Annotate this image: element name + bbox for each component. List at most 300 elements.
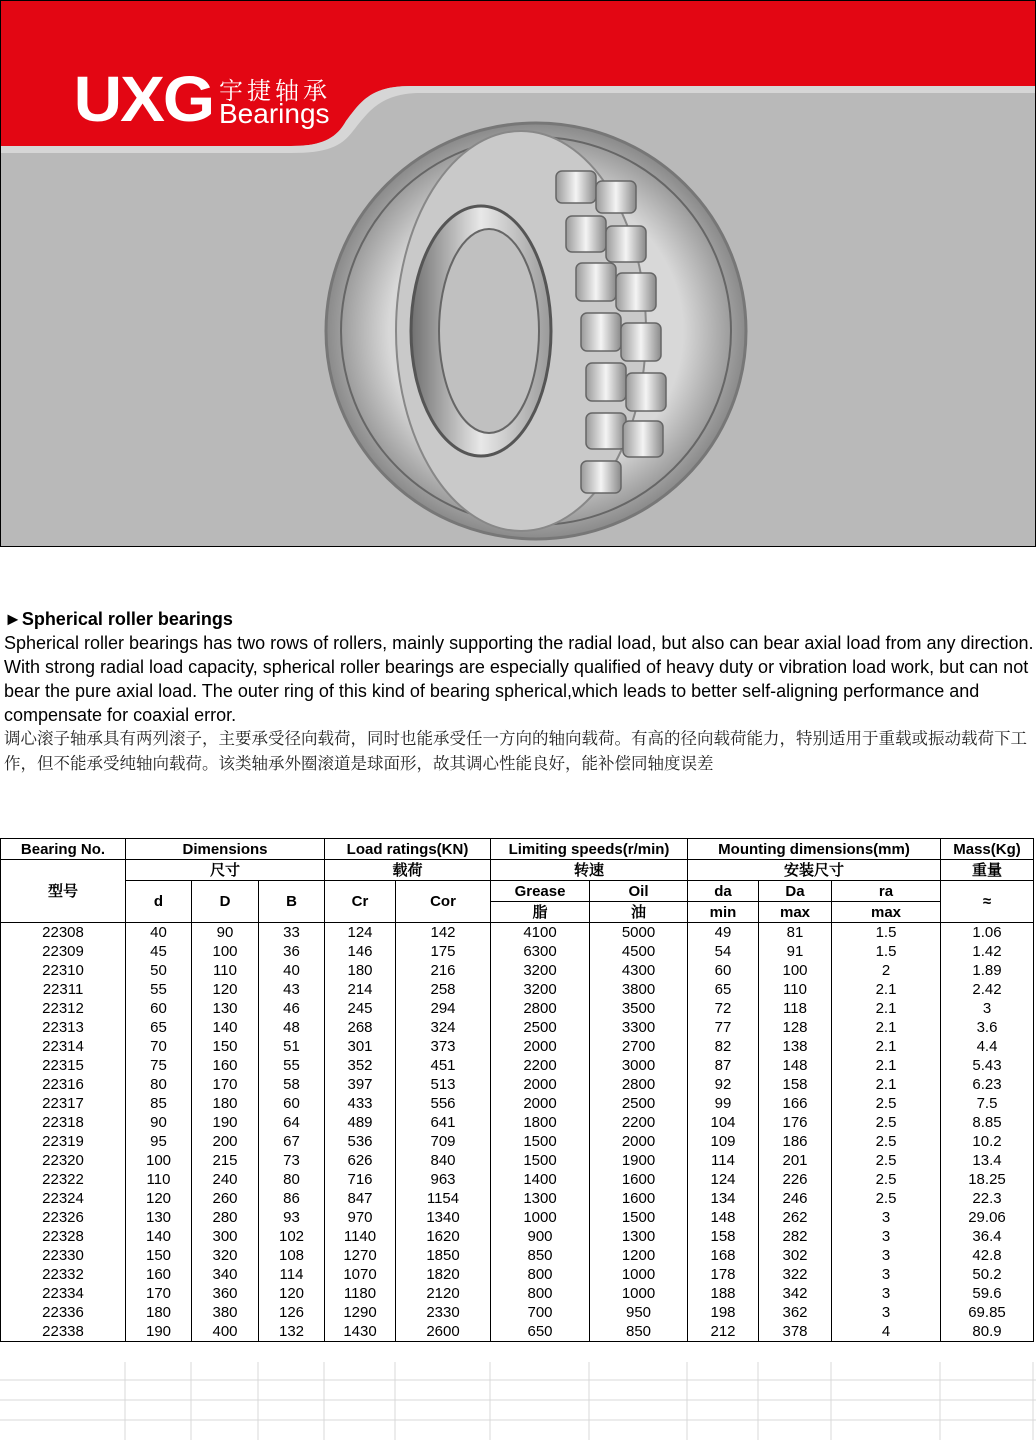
table-cell: 641 <box>396 1113 491 1132</box>
table-cell: 2.1 <box>832 1037 941 1056</box>
table-cell: 2.5 <box>832 1113 941 1132</box>
table-cell: 22330 <box>1 1246 126 1265</box>
table-cell: 80 <box>259 1170 325 1189</box>
table-cell: 22334 <box>1 1284 126 1303</box>
table-cell: 190 <box>192 1113 259 1132</box>
table-cell: 22314 <box>1 1037 126 1056</box>
table-cell: 1.89 <box>941 961 1034 980</box>
table-cell: 300 <box>192 1227 259 1246</box>
table-cell: 650 <box>491 1322 590 1342</box>
table-cell: 146 <box>325 942 396 961</box>
col-grease: Grease <box>491 881 590 902</box>
table-cell: 3 <box>941 999 1034 1018</box>
table-cell: 4 <box>832 1322 941 1342</box>
table-cell: 201 <box>759 1151 832 1170</box>
table-cell: 2800 <box>590 1075 688 1094</box>
table-row <box>1 961 1034 980</box>
table-cell: 3500 <box>590 999 688 1018</box>
table-cell: 1200 <box>590 1246 688 1265</box>
table-cell: 160 <box>126 1265 192 1284</box>
table-cell: 1900 <box>590 1151 688 1170</box>
col-Da-max: max <box>759 902 832 923</box>
table-cell: 2500 <box>491 1018 590 1037</box>
table-cell: 4100 <box>491 923 590 943</box>
table-cell: 6300 <box>491 942 590 961</box>
table-cell: 489 <box>325 1113 396 1132</box>
table-cell: 55 <box>126 980 192 999</box>
table-cell: 1850 <box>396 1246 491 1265</box>
table-cell: 142 <box>396 923 491 943</box>
table-cell: 59.6 <box>941 1284 1034 1303</box>
table-cell: 22322 <box>1 1170 126 1189</box>
table-cell: 1070 <box>325 1265 396 1284</box>
table-cell: 60 <box>126 999 192 1018</box>
table-cell: 22308 <box>1 923 126 943</box>
table-cell: 100 <box>126 1151 192 1170</box>
table-cell: 2120 <box>396 1284 491 1303</box>
description-en: Spherical roller bearings has two rows of rollers, mainly supporting the radial load, but also can bear axial load from any direction. With strong radial load capacity, spherical roller bearings are especially qualified of heavy duty or vibration load work, but can not bear the pure axial load. The outer ring of this kind of bearing spherical,which leads to better self-aligning performance and compensate for coaxial error. <box>4 633 1034 725</box>
table-cell: 6.23 <box>941 1075 1034 1094</box>
table-cell: 216 <box>396 961 491 980</box>
table-cell: 22312 <box>1 999 126 1018</box>
table-cell: 85 <box>126 1094 192 1113</box>
col-grease-cn: 脂 <box>491 902 590 923</box>
table-cell: 188 <box>688 1284 759 1303</box>
table-cell: 342 <box>759 1284 832 1303</box>
table-row <box>1 1094 1034 1113</box>
table-cell: 2.5 <box>832 1094 941 1113</box>
table-cell: 95 <box>126 1132 192 1151</box>
table-cell: 322 <box>759 1265 832 1284</box>
table-cell: 158 <box>688 1227 759 1246</box>
table-row <box>1 1037 1034 1056</box>
table-cell: 1400 <box>491 1170 590 1189</box>
table-cell: 268 <box>325 1018 396 1037</box>
table-row <box>1 923 1034 943</box>
table-cell: 850 <box>590 1322 688 1342</box>
table-cell: 72 <box>688 999 759 1018</box>
col-Cr: Cr <box>325 881 396 923</box>
table-row <box>1 1246 1034 1265</box>
table-cell: 90 <box>192 923 259 943</box>
table-cell: 126 <box>259 1303 325 1322</box>
table-cell: 700 <box>491 1303 590 1322</box>
table-cell: 950 <box>590 1303 688 1322</box>
col-ra: ra <box>832 881 941 902</box>
table-cell: 963 <box>396 1170 491 1189</box>
table-cell: 18.25 <box>941 1170 1034 1189</box>
table-row <box>1 999 1034 1018</box>
table-cell: 397 <box>325 1075 396 1094</box>
table-cell: 8.85 <box>941 1113 1034 1132</box>
table-cell: 200 <box>192 1132 259 1151</box>
table-cell: 214 <box>325 980 396 999</box>
table-row <box>1 1208 1034 1227</box>
table-cell: 60 <box>688 961 759 980</box>
table-cell: 970 <box>325 1208 396 1227</box>
table-cell: 114 <box>259 1265 325 1284</box>
table-cell: 134 <box>688 1189 759 1208</box>
col-ra-max: max <box>832 902 941 923</box>
table-cell: 65 <box>126 1018 192 1037</box>
table-row <box>1 1227 1034 1246</box>
table-cell: 36.4 <box>941 1227 1034 1246</box>
table-cell: 2.1 <box>832 1018 941 1037</box>
table-cell: 33 <box>259 923 325 943</box>
table-cell: 50.2 <box>941 1265 1034 1284</box>
spec-table <box>0 838 1034 1342</box>
table-cell: 120 <box>192 980 259 999</box>
table-cell: 168 <box>688 1246 759 1265</box>
table-cell: 29.06 <box>941 1208 1034 1227</box>
table-cell: 99 <box>688 1094 759 1113</box>
table-cell: 258 <box>396 980 491 999</box>
table-cell: 1300 <box>491 1189 590 1208</box>
table-cell: 87 <box>688 1056 759 1075</box>
table-cell: 81 <box>759 923 832 943</box>
table-cell: 2600 <box>396 1322 491 1342</box>
table-cell: 130 <box>192 999 259 1018</box>
table-cell: 556 <box>396 1094 491 1113</box>
table-cell: 3200 <box>491 980 590 999</box>
empty-sheet-grid <box>0 1362 1036 1440</box>
table-cell: 108 <box>259 1246 325 1265</box>
table-cell: 22309 <box>1 942 126 961</box>
table-row <box>1 1284 1034 1303</box>
table-cell: 80.9 <box>941 1322 1034 1342</box>
table-cell: 340 <box>192 1265 259 1284</box>
table-cell: 226 <box>759 1170 832 1189</box>
table-cell: 120 <box>259 1284 325 1303</box>
table-cell: 22316 <box>1 1075 126 1094</box>
table-cell: 40 <box>126 923 192 943</box>
col-dimensions: Dimensions <box>126 839 325 860</box>
table-row <box>1 1113 1034 1132</box>
table-cell: 22336 <box>1 1303 126 1322</box>
table-cell: 140 <box>192 1018 259 1037</box>
table-cell: 58 <box>259 1075 325 1094</box>
table-row <box>1 942 1034 961</box>
table-cell: 45 <box>126 942 192 961</box>
table-cell: 2.1 <box>832 980 941 999</box>
table-cell: 280 <box>192 1208 259 1227</box>
table-cell: 22328 <box>1 1227 126 1246</box>
table-cell: 3000 <box>590 1056 688 1075</box>
table-cell: 190 <box>126 1322 192 1342</box>
col-mass-cn: 重量 <box>941 860 1034 881</box>
bearing-image <box>326 123 746 539</box>
col-bearing-no: Bearing No. <box>1 839 126 860</box>
table-cell: 400 <box>192 1322 259 1342</box>
table-cell: 22311 <box>1 980 126 999</box>
table-cell: 13.4 <box>941 1151 1034 1170</box>
table-cell: 91 <box>759 942 832 961</box>
brand-logo-en: Bearings <box>219 98 330 129</box>
table-cell: 128 <box>759 1018 832 1037</box>
table-row <box>1 1132 1034 1151</box>
table-cell: 51 <box>259 1037 325 1056</box>
table-cell: 198 <box>688 1303 759 1322</box>
col-oil-cn: 油 <box>590 902 688 923</box>
table-cell: 80 <box>126 1075 192 1094</box>
table-cell: 1154 <box>396 1189 491 1208</box>
table-cell: 2.42 <box>941 980 1034 999</box>
table-cell: 50 <box>126 961 192 980</box>
table-cell: 850 <box>491 1246 590 1265</box>
table-cell: 86 <box>259 1189 325 1208</box>
table-cell: 1270 <box>325 1246 396 1265</box>
table-cell: 2.1 <box>832 999 941 1018</box>
table-cell: 246 <box>759 1189 832 1208</box>
table-cell: 102 <box>259 1227 325 1246</box>
table-cell: 282 <box>759 1227 832 1246</box>
table-cell: 2000 <box>491 1075 590 1094</box>
col-D: D <box>192 881 259 923</box>
table-cell: 1620 <box>396 1227 491 1246</box>
table-cell: 178 <box>688 1265 759 1284</box>
header-banner <box>0 0 1036 547</box>
table-cell: 245 <box>325 999 396 1018</box>
table-cell: 536 <box>325 1132 396 1151</box>
table-cell: 10.2 <box>941 1132 1034 1151</box>
table-cell: 42.8 <box>941 1246 1034 1265</box>
table-cell: 22.3 <box>941 1189 1034 1208</box>
table-row <box>1 1322 1034 1342</box>
table-cell: 170 <box>126 1284 192 1303</box>
table-cell: 212 <box>688 1322 759 1342</box>
table-cell: 82 <box>688 1037 759 1056</box>
table-cell: 73 <box>259 1151 325 1170</box>
table-cell: 324 <box>396 1018 491 1037</box>
product-description <box>4 607 1034 777</box>
table-cell: 160 <box>192 1056 259 1075</box>
table-body <box>1 923 1034 1342</box>
table-cell: 2.5 <box>832 1132 941 1151</box>
table-cell: 1600 <box>590 1170 688 1189</box>
col-oil: Oil <box>590 881 688 902</box>
table-cell: 800 <box>491 1265 590 1284</box>
col-d: d <box>126 881 192 923</box>
table-cell: 800 <box>491 1284 590 1303</box>
table-cell: 46 <box>259 999 325 1018</box>
col-mass: Mass(Kg) <box>941 839 1034 860</box>
table-cell: 5.43 <box>941 1056 1034 1075</box>
table-cell: 3.6 <box>941 1018 1034 1037</box>
table-cell: 433 <box>325 1094 396 1113</box>
table-cell: 22320 <box>1 1151 126 1170</box>
table-cell: 22324 <box>1 1189 126 1208</box>
table-cell: 4.4 <box>941 1037 1034 1056</box>
table-cell: 352 <box>325 1056 396 1075</box>
brand-logo-cn: 宇捷轴承 <box>219 77 331 105</box>
table-cell: 110 <box>126 1170 192 1189</box>
table-cell: 77 <box>688 1018 759 1037</box>
table-cell: 302 <box>759 1246 832 1265</box>
table-cell: 320 <box>192 1246 259 1265</box>
table-cell: 110 <box>192 961 259 980</box>
table-cell: 1500 <box>491 1151 590 1170</box>
table-row <box>1 1189 1034 1208</box>
table-cell: 294 <box>396 999 491 1018</box>
table-cell: 2330 <box>396 1303 491 1322</box>
col-approx: ≈ <box>941 881 1034 923</box>
table-row <box>1 1170 1034 1189</box>
table-cell: 373 <box>396 1037 491 1056</box>
table-cell: 22319 <box>1 1132 126 1151</box>
col-B: B <box>259 881 325 923</box>
brand-logo: UXG <box>73 63 214 135</box>
table-cell: 67 <box>259 1132 325 1151</box>
table-cell: 120 <box>126 1189 192 1208</box>
table-cell: 1.5 <box>832 923 941 943</box>
table-cell: 124 <box>325 923 396 943</box>
table-cell: 301 <box>325 1037 396 1056</box>
table-row <box>1 980 1034 999</box>
table-cell: 1000 <box>590 1284 688 1303</box>
table-cell: 70 <box>126 1037 192 1056</box>
table-cell: 22326 <box>1 1208 126 1227</box>
table-cell: 2000 <box>491 1094 590 1113</box>
table-cell: 4500 <box>590 942 688 961</box>
table-cell: 3200 <box>491 961 590 980</box>
table-cell: 1000 <box>590 1265 688 1284</box>
table-cell: 3 <box>832 1303 941 1322</box>
table-cell: 2800 <box>491 999 590 1018</box>
table-row <box>1 1151 1034 1170</box>
col-limiting-speeds: Limiting speeds(r/min) <box>491 839 688 860</box>
table-cell: 22318 <box>1 1113 126 1132</box>
table-cell: 1820 <box>396 1265 491 1284</box>
table-cell: 148 <box>688 1208 759 1227</box>
table-cell: 110 <box>759 980 832 999</box>
table-cell: 130 <box>126 1208 192 1227</box>
table-cell: 2500 <box>590 1094 688 1113</box>
table-cell: 132 <box>259 1322 325 1342</box>
table-cell: 104 <box>688 1113 759 1132</box>
table-cell: 138 <box>759 1037 832 1056</box>
table-row <box>1 1075 1034 1094</box>
table-cell: 3 <box>832 1284 941 1303</box>
table-cell: 186 <box>759 1132 832 1151</box>
table-cell: 1300 <box>590 1227 688 1246</box>
table-cell: 1.5 <box>832 942 941 961</box>
table-cell: 1430 <box>325 1322 396 1342</box>
table-cell: 7.5 <box>941 1094 1034 1113</box>
table-header <box>1 839 1034 923</box>
col-da-min: min <box>688 902 759 923</box>
table-cell: 215 <box>192 1151 259 1170</box>
col-Cor: Cor <box>396 881 491 923</box>
table-cell: 3800 <box>590 980 688 999</box>
table-cell: 2.1 <box>832 1075 941 1094</box>
col-mounting: Mounting dimensions(mm) <box>688 839 941 860</box>
table-cell: 176 <box>759 1113 832 1132</box>
table-cell: 1180 <box>325 1284 396 1303</box>
table-cell: 2000 <box>590 1132 688 1151</box>
table-cell: 43 <box>259 980 325 999</box>
table-cell: 60 <box>259 1094 325 1113</box>
table-cell: 1.06 <box>941 923 1034 943</box>
table-cell: 1500 <box>590 1208 688 1227</box>
table-cell: 240 <box>192 1170 259 1189</box>
table-cell: 22313 <box>1 1018 126 1037</box>
table-cell: 22317 <box>1 1094 126 1113</box>
table-cell: 2.5 <box>832 1170 941 1189</box>
table-cell: 2.5 <box>832 1189 941 1208</box>
table-cell: 180 <box>192 1094 259 1113</box>
col-speeds-cn: 转速 <box>491 860 688 881</box>
table-cell: 2700 <box>590 1037 688 1056</box>
table-row <box>1 1018 1034 1037</box>
table-cell: 55 <box>259 1056 325 1075</box>
table-cell: 158 <box>759 1075 832 1094</box>
table-cell: 3300 <box>590 1018 688 1037</box>
table-cell: 150 <box>126 1246 192 1265</box>
table-cell: 118 <box>759 999 832 1018</box>
table-cell: 69.85 <box>941 1303 1034 1322</box>
col-bearing-no-cn: 型号 <box>1 860 126 923</box>
table-row <box>1 1056 1034 1075</box>
table-cell: 166 <box>759 1094 832 1113</box>
table-cell: 2.1 <box>832 1056 941 1075</box>
table-cell: 100 <box>759 961 832 980</box>
table-cell: 114 <box>688 1151 759 1170</box>
table-cell: 262 <box>759 1208 832 1227</box>
table-cell: 900 <box>491 1227 590 1246</box>
table-row <box>1 1303 1034 1322</box>
section-title: ►Spherical roller bearings <box>4 609 233 629</box>
table-cell: 109 <box>688 1132 759 1151</box>
table-cell: 54 <box>688 942 759 961</box>
table-cell: 1600 <box>590 1189 688 1208</box>
table-cell: 93 <box>259 1208 325 1227</box>
table-cell: 2.5 <box>832 1151 941 1170</box>
table-cell: 709 <box>396 1132 491 1151</box>
table-cell: 180 <box>325 961 396 980</box>
table-row <box>1 1265 1034 1284</box>
table-cell: 4300 <box>590 961 688 980</box>
table-cell: 49 <box>688 923 759 943</box>
table-cell: 1140 <box>325 1227 396 1246</box>
table-cell: 175 <box>396 942 491 961</box>
table-cell: 1800 <box>491 1113 590 1132</box>
table-cell: 360 <box>192 1284 259 1303</box>
table-cell: 100 <box>192 942 259 961</box>
table-cell: 3 <box>832 1265 941 1284</box>
table-cell: 3 <box>832 1208 941 1227</box>
table-cell: 2200 <box>590 1113 688 1132</box>
table-cell: 40 <box>259 961 325 980</box>
table-cell: 2200 <box>491 1056 590 1075</box>
table-cell: 140 <box>126 1227 192 1246</box>
table-cell: 1340 <box>396 1208 491 1227</box>
table-cell: 1500 <box>491 1132 590 1151</box>
col-load-cn: 载荷 <box>325 860 491 881</box>
description-cn: 调心滚子轴承具有两列滚子，主要承受径向载荷，同时也能承受任一方向的轴向载荷。有高的径向载荷能力，特别适用于重载或振动载荷下工作，但不能承受纯轴向载荷。该类轴承外圈滚道是球面形，故其调心性能良好，能补偿同轴度误差 <box>4 730 1027 773</box>
table-cell: 90 <box>126 1113 192 1132</box>
table-cell: 65 <box>688 980 759 999</box>
table-cell: 22338 <box>1 1322 126 1342</box>
table-cell: 148 <box>759 1056 832 1075</box>
table-cell: 1290 <box>325 1303 396 1322</box>
table-cell: 92 <box>688 1075 759 1094</box>
table-cell: 75 <box>126 1056 192 1075</box>
table-cell: 48 <box>259 1018 325 1037</box>
table-cell: 626 <box>325 1151 396 1170</box>
col-da: da <box>688 881 759 902</box>
table-cell: 124 <box>688 1170 759 1189</box>
table-cell: 64 <box>259 1113 325 1132</box>
